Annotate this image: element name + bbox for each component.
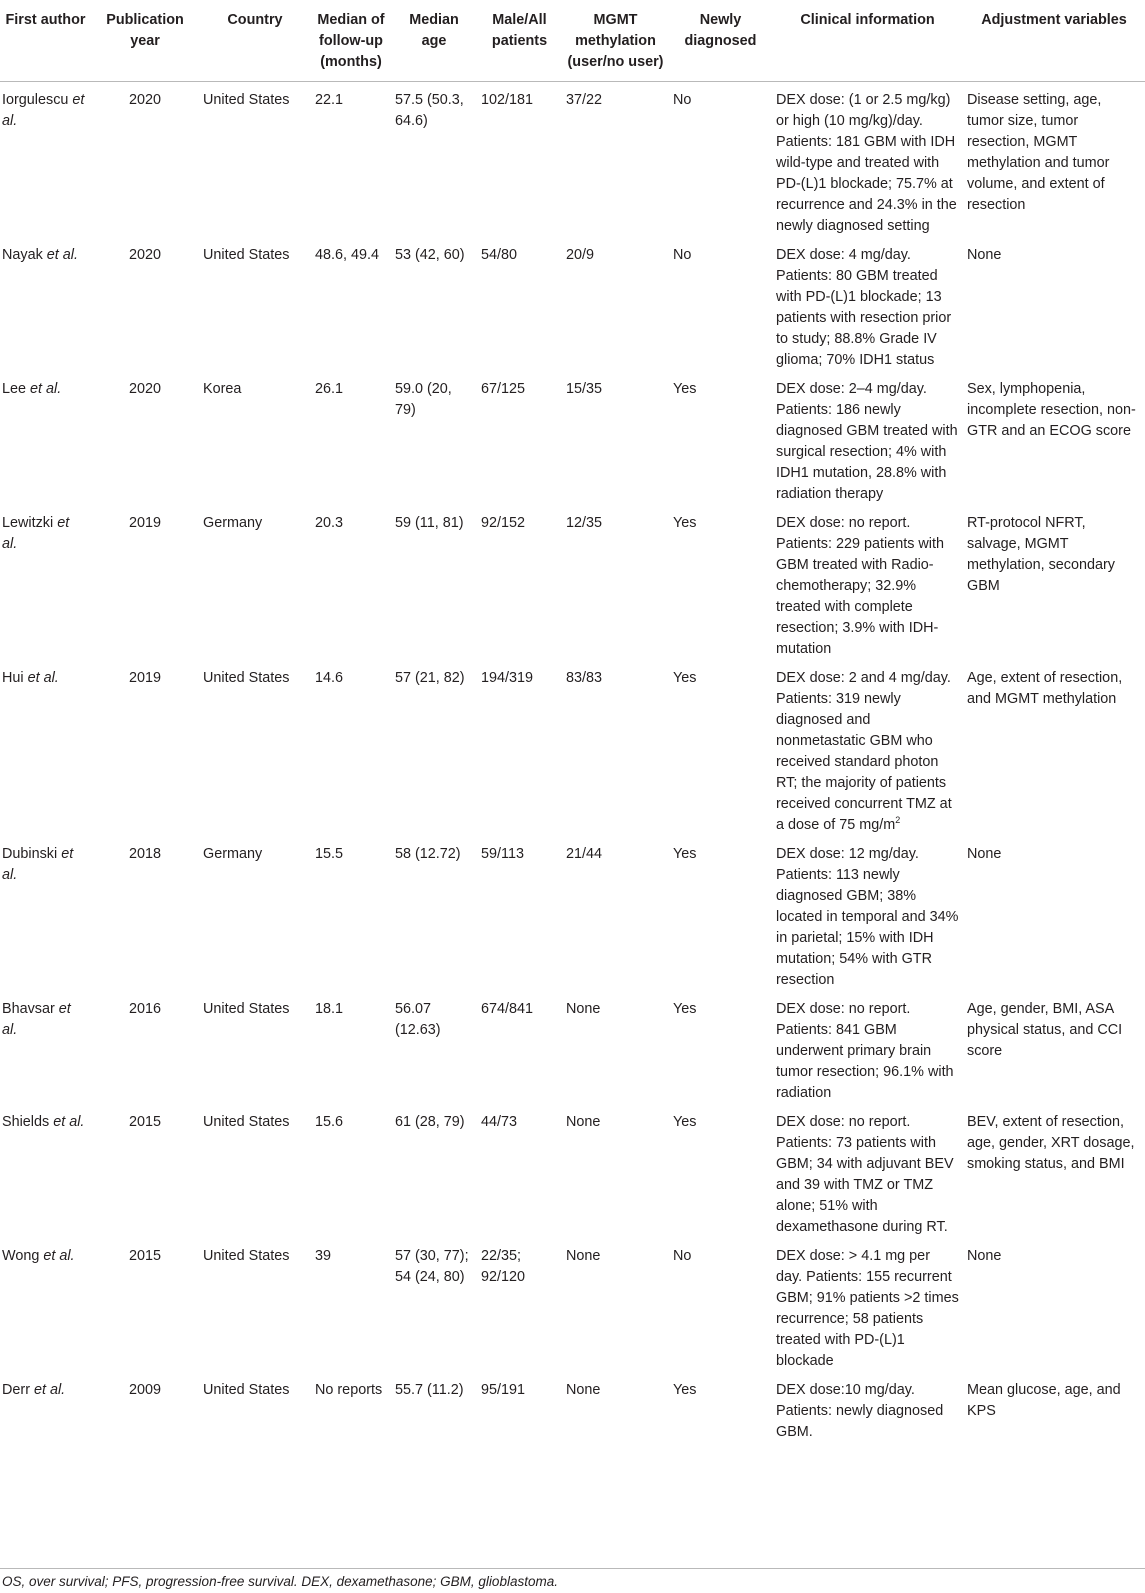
author-name: Iorgulescu bbox=[2, 92, 69, 108]
cell-clinical: DEX dose: no report. Patients: 229 patients with GBM treated with Radio-chemotherapy; 32.9% treated with complete resection; 3.9% with IDH-mutation bbox=[776, 515, 944, 657]
cell-author bbox=[0, 836, 91, 991]
cell-age: 61 (28, 79) bbox=[395, 1114, 465, 1130]
cell-year: 2020 bbox=[128, 92, 161, 108]
table-row bbox=[0, 1372, 1145, 1443]
cell-country: United States bbox=[203, 670, 290, 686]
cell-author bbox=[0, 1372, 91, 1443]
cell-clinical: DEX dose: (1 or 2.5 mg/kg) or high (10 mg/kg)/day. Patients: 181 GBM with IDH wild-type and treated with PD-(L)1 blockade; 75.7% at recurrence and 24.3% in the newly diagnosed setting bbox=[776, 92, 957, 234]
cell-mgmt: 83/83 bbox=[566, 670, 603, 686]
table-row bbox=[0, 1238, 1145, 1372]
author-name: Lewitzki bbox=[2, 515, 54, 531]
header-country: Country bbox=[199, 0, 311, 82]
cell-male-all: 59/113 bbox=[481, 846, 524, 862]
cell-follow-up: 48.6, 49.4 bbox=[315, 247, 380, 263]
author-et-al: et al. bbox=[53, 1114, 85, 1130]
cell-year: 2009 bbox=[128, 1382, 161, 1398]
superscript-2: 2 bbox=[895, 815, 901, 826]
header-mgmt-methylation: MGMT methylation (user/no user) bbox=[562, 0, 669, 82]
cell-newly-diagnosed: Yes bbox=[673, 515, 697, 531]
cell-adjustment: BEV, extent of resection, age, gender, XRT dosage, smoking status, and BMI bbox=[967, 1114, 1135, 1172]
cell-age: 53 (42, 60) bbox=[395, 247, 465, 263]
table-row bbox=[0, 660, 1145, 836]
cell-newly-diagnosed: Yes bbox=[673, 846, 697, 862]
cell-adjustment: Disease setting, age, tumor size, tumor resection, MGMT methylation and tumor volume, and extent of resection bbox=[967, 92, 1110, 213]
author-et-al: et al. bbox=[2, 1001, 71, 1038]
cell-newly-diagnosed: No bbox=[673, 92, 692, 108]
cell-age: 55.7 (11.2) bbox=[395, 1382, 464, 1398]
cell-year: 2020 bbox=[128, 381, 161, 397]
cell-author bbox=[0, 237, 91, 371]
cell-male-all: 194/319 bbox=[481, 670, 534, 686]
cell-year: 2015 bbox=[128, 1248, 161, 1264]
cell-mgmt: 15/35 bbox=[566, 381, 603, 397]
author-et-al: et al. bbox=[33, 1382, 66, 1398]
cell-year: 2015 bbox=[128, 1114, 161, 1130]
table-row bbox=[0, 237, 1145, 371]
header-row bbox=[0, 0, 1145, 82]
table-row bbox=[0, 991, 1145, 1104]
cell-newly-diagnosed: No bbox=[673, 247, 692, 263]
cell-male-all: 674/841 bbox=[481, 1001, 534, 1017]
cell-follow-up: 22.1 bbox=[315, 92, 344, 108]
cell-adjustment: RT-protocol NFRT, salvage, MGMT methylation, secondary GBM bbox=[967, 515, 1115, 594]
cell-clinical: DEX dose: 12 mg/day. Patients: 113 newly diagnosed GBM; 38% located in temporal and 34% in parietal; 15% with IDH mutation; 54% with GTR resection bbox=[776, 846, 959, 988]
cell-male-all: 95/191 bbox=[481, 1382, 526, 1398]
cell-follow-up: 14.6 bbox=[315, 670, 344, 686]
cell-author bbox=[0, 660, 91, 836]
cell-newly-diagnosed: Yes bbox=[673, 1382, 697, 1398]
cell-country: United States bbox=[203, 1114, 290, 1130]
cell-male-all: 22/35; 92/120 bbox=[481, 1248, 526, 1285]
cell-adjustment: None bbox=[967, 846, 1002, 862]
cell-follow-up: 18.1 bbox=[315, 1001, 344, 1017]
header-median-age: Median age bbox=[391, 0, 477, 82]
author-et-al: et al. bbox=[43, 1248, 75, 1264]
cell-follow-up: 15.6 bbox=[315, 1114, 344, 1130]
cell-year: 2019 bbox=[128, 515, 161, 531]
cell-follow-up: 15.5 bbox=[315, 846, 344, 862]
cell-year: 2019 bbox=[128, 670, 161, 686]
cell-follow-up: 20.3 bbox=[315, 515, 344, 531]
cell-follow-up: 39 bbox=[315, 1248, 332, 1264]
cell-newly-diagnosed: No bbox=[673, 1248, 692, 1264]
cell-year: 2020 bbox=[128, 247, 161, 263]
author-name: Dubinski bbox=[2, 846, 58, 862]
cell-clinical: DEX dose: no report. Patients: 73 patients with GBM; 34 with adjuvant BEV and 39 with TMZ or TMZ alone; 51% with dexamethasone during RT. bbox=[776, 1114, 954, 1235]
cell-adjustment: Mean glucose, age, and KPS bbox=[967, 1382, 1121, 1419]
cell-author bbox=[0, 371, 91, 505]
cell-age: 57.5 (50.3, 64.6) bbox=[395, 92, 464, 129]
cell-clinical: DEX dose:10 mg/day. Patients: newly diagnosed GBM. bbox=[776, 1382, 944, 1440]
author-name: Wong bbox=[2, 1248, 40, 1264]
cell-country: United States bbox=[203, 1382, 290, 1398]
cell-country: United States bbox=[203, 1001, 290, 1017]
author-name: Nayak bbox=[2, 247, 43, 263]
author-et-al: et al. bbox=[2, 515, 70, 552]
table-row bbox=[0, 371, 1145, 505]
author-et-al: et al. bbox=[2, 92, 85, 129]
cell-clinical: DEX dose: no report. Patients: 841 GBM underwent primary brain tumor resection; 96.1% with radiation bbox=[776, 1001, 954, 1101]
table-row bbox=[0, 1104, 1145, 1238]
cell-author bbox=[0, 82, 91, 238]
cell-age: 56.07 (12.63) bbox=[395, 1001, 441, 1038]
cell-mgmt: 12/35 bbox=[566, 515, 603, 531]
cell-mgmt: None bbox=[566, 1001, 601, 1017]
cell-follow-up: 26.1 bbox=[315, 381, 344, 397]
cell-mgmt: 21/44 bbox=[566, 846, 603, 862]
author-name: Hui bbox=[2, 670, 24, 686]
table-row bbox=[0, 836, 1145, 991]
cell-country: United States bbox=[203, 92, 290, 108]
cell-clinical: DEX dose: > 4.1 mg per day. Patients: 155 recurrent GBM; 91% patients >2 times recurrence; 58 patients treated with PD-(L)1 blockade bbox=[776, 1248, 959, 1369]
cell-clinical: DEX dose: 4 mg/day. Patients: 80 GBM treated with PD-(L)1 blockade; 13 patients with resection prior to study; 88.8% Grade IV glioma; 70% IDH1 status bbox=[776, 247, 952, 368]
table-row bbox=[0, 82, 1145, 238]
header-clinical-information: Clinical information bbox=[772, 0, 963, 82]
cell-mgmt: 37/22 bbox=[566, 92, 603, 108]
cell-male-all: 102/181 bbox=[481, 92, 534, 108]
author-name: Bhavsar bbox=[2, 1001, 55, 1017]
cell-mgmt: None bbox=[566, 1114, 601, 1130]
author-name: Shields bbox=[2, 1114, 50, 1130]
author-et-al: et al. bbox=[30, 381, 62, 397]
table-header bbox=[0, 0, 1145, 82]
clinical-text: DEX dose: 2 and 4 mg/day. Patients: 319 newly diagnosed and nonmetastatic GBM who received standard photon RT; the majority of patients received concurrent TMZ at a dose of 75 mg/m bbox=[776, 670, 952, 833]
cell-age: 57 (30, 77); 54 (24, 80) bbox=[395, 1248, 469, 1285]
author-et-al: et al. bbox=[2, 846, 74, 883]
cell-adjustment: Age, gender, BMI, ASA physical status, and CCI score bbox=[967, 1001, 1123, 1059]
cell-clinical: DEX dose: 2–4 mg/day. Patients: 186 newly diagnosed GBM treated with surgical resection; 4% with IDH1 mutation, 28.8% with radiation therapy bbox=[776, 381, 958, 502]
header-male-all-patients: Male/All patients bbox=[477, 0, 562, 82]
cell-mgmt: None bbox=[566, 1382, 601, 1398]
cell-adjustment: None bbox=[967, 247, 1002, 263]
cell-clinical bbox=[772, 660, 963, 836]
cell-author bbox=[0, 1104, 91, 1238]
author-name: Derr bbox=[2, 1382, 30, 1398]
cell-mgmt: 20/9 bbox=[566, 247, 595, 263]
cell-age: 59 (11, 81) bbox=[395, 515, 464, 531]
cell-country: Germany bbox=[203, 515, 263, 531]
cell-country: Germany bbox=[203, 846, 263, 862]
table-body bbox=[0, 82, 1145, 1444]
cell-age: 58 (12.72) bbox=[395, 846, 461, 862]
table-footnote: OS, over survival; PFS, progression-free survival. DEX, dexamethasone; GBM, glioblastoma. bbox=[2, 1574, 558, 1589]
cell-year: 2018 bbox=[128, 846, 161, 862]
cell-country: United States bbox=[203, 1248, 290, 1264]
author-name: Lee bbox=[2, 381, 27, 397]
cell-follow-up: No reports bbox=[315, 1382, 383, 1398]
cell-newly-diagnosed: Yes bbox=[673, 1114, 697, 1130]
cell-newly-diagnosed: Yes bbox=[673, 1001, 697, 1017]
cell-newly-diagnosed: Yes bbox=[673, 381, 697, 397]
header-first-author: First author bbox=[0, 0, 91, 82]
cell-male-all: 92/152 bbox=[481, 515, 526, 531]
header-adjustment-variables: Adjustment variables bbox=[963, 0, 1145, 82]
cell-mgmt: None bbox=[566, 1248, 601, 1264]
cell-country: Korea bbox=[203, 381, 242, 397]
cell-author bbox=[0, 1238, 91, 1372]
cell-author bbox=[0, 505, 91, 660]
cell-adjustment: Sex, lymphopenia, incomplete resection, non-GTR and an ECOG score bbox=[967, 381, 1136, 439]
cell-year: 2016 bbox=[128, 1001, 161, 1017]
cell-country: United States bbox=[203, 247, 290, 263]
author-et-al: et al. bbox=[46, 247, 78, 263]
cell-male-all: 54/80 bbox=[481, 247, 518, 263]
cell-male-all: 44/73 bbox=[481, 1114, 518, 1130]
author-et-al: et al. bbox=[27, 670, 59, 686]
cell-age: 57 (21, 82) bbox=[395, 670, 465, 686]
header-publication-year: Publication year bbox=[91, 0, 199, 82]
cell-author bbox=[0, 991, 91, 1104]
header-newly-diagnosed: Newly diagnosed bbox=[669, 0, 772, 82]
cell-male-all: 67/125 bbox=[481, 381, 526, 397]
table-bottom-rule bbox=[0, 1568, 1145, 1569]
header-median-follow-up: Median of follow-up (months) bbox=[311, 0, 391, 82]
table-row bbox=[0, 505, 1145, 660]
cell-adjustment: None bbox=[967, 1248, 1002, 1264]
cell-newly-diagnosed: Yes bbox=[673, 670, 697, 686]
cell-adjustment: Age, extent of resection, and MGMT methylation bbox=[967, 670, 1123, 707]
cell-age: 59.0 (20, 79) bbox=[395, 381, 452, 418]
